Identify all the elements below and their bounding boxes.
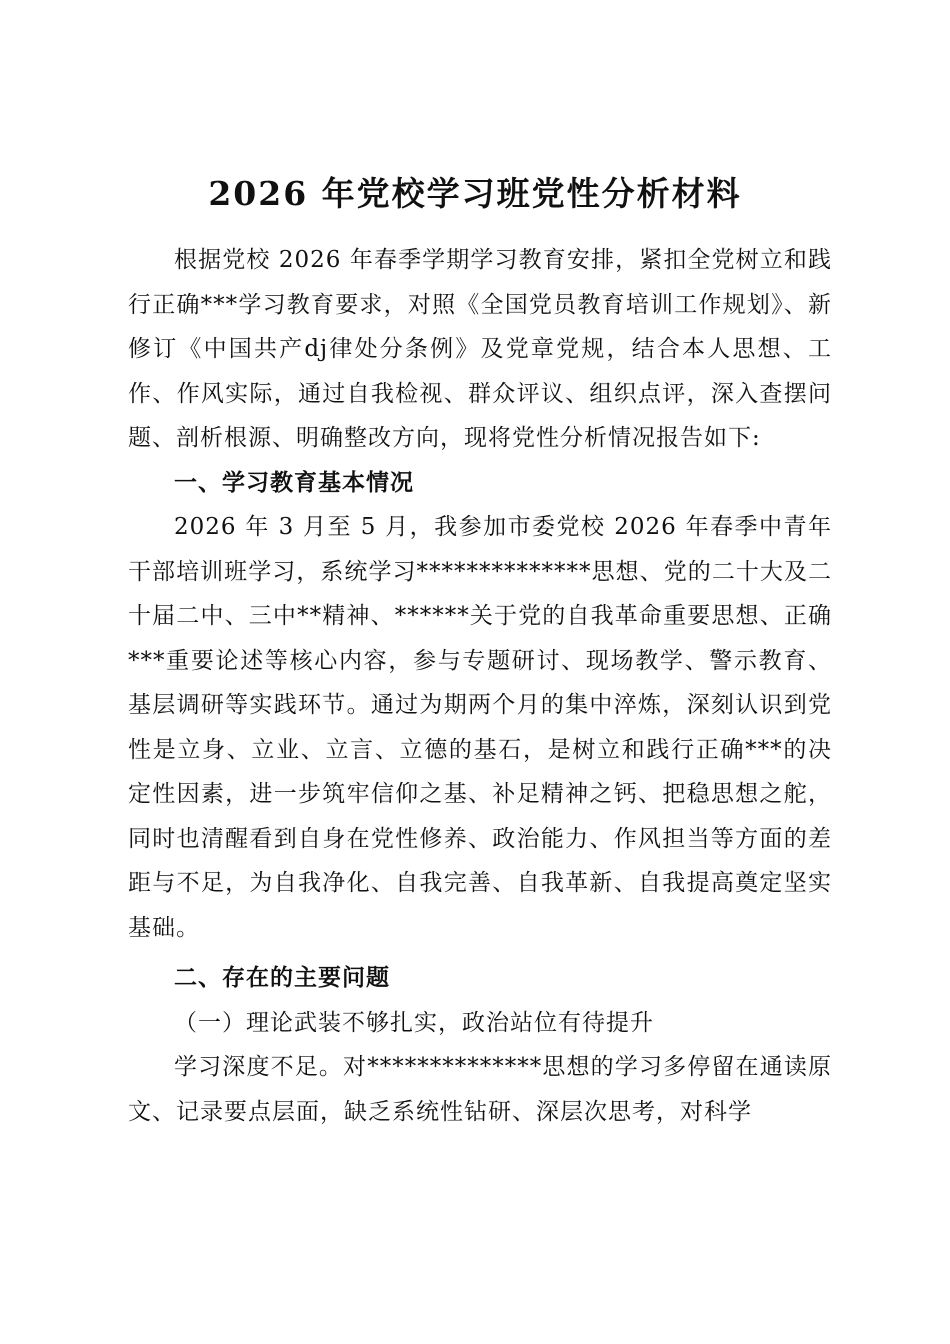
document-body [128,238,832,1134]
section-heading-1: 一、学习教育基本情况 [174,468,414,496]
intro-paragraph: 根据党校 2026 年春季学期学习教育安排，紧扣全党树立和践行正确***学习教育要求，对照《全国党员教育培训工作规划》、新修订《中国共产dj律处分条例》及党章党规，结合本人思想、工作、作风实际，通过自我检视、群众评议、组织点评，深入查摆问题、剖析根源、明确整改方向，现将党性分析情况报告如下: [128,247,832,451]
subsection-heading-1: （一）理论武装不够扎实，政治站位有待提升 [174,1009,654,1036]
subsection-1-paragraph: 学习深度不足。对**************思想的学习多停留在通读原文、记录要点层面，缺乏系统性钻研、深层次思考，对科学 [128,1054,832,1125]
document-title: 2026 年党校学习班党性分析材料 [208,174,742,213]
section-heading-2: 二、存在的主要问题 [174,964,390,991]
section-1-paragraph: 2026 年 3 月至 5 月，我参加市委党校 2026 年春季中青年干部培训班学习，系统学习**************思想、党的二十大及二十届二中、三中**精神、******关于党的自我革命重要思想、正确***重要论述等核心内容，参与专题研讨、现场教学、警示教育、基层调研等实践环节。通过为期两个月的集中淬炼，深刻认识到党性是立身、立业、立言、立德的基石，是树立和践行正确***的决定性因素，进一步筑牢信仰之基、补足精神之钙、把稳思想之舵，同时也清醒看到自身在党性修养、政治能力、作风担当等方面的差距与不足，为自我净化、自我完善、自我革新、自我提高奠定坚实基础。 [128,514,832,941]
